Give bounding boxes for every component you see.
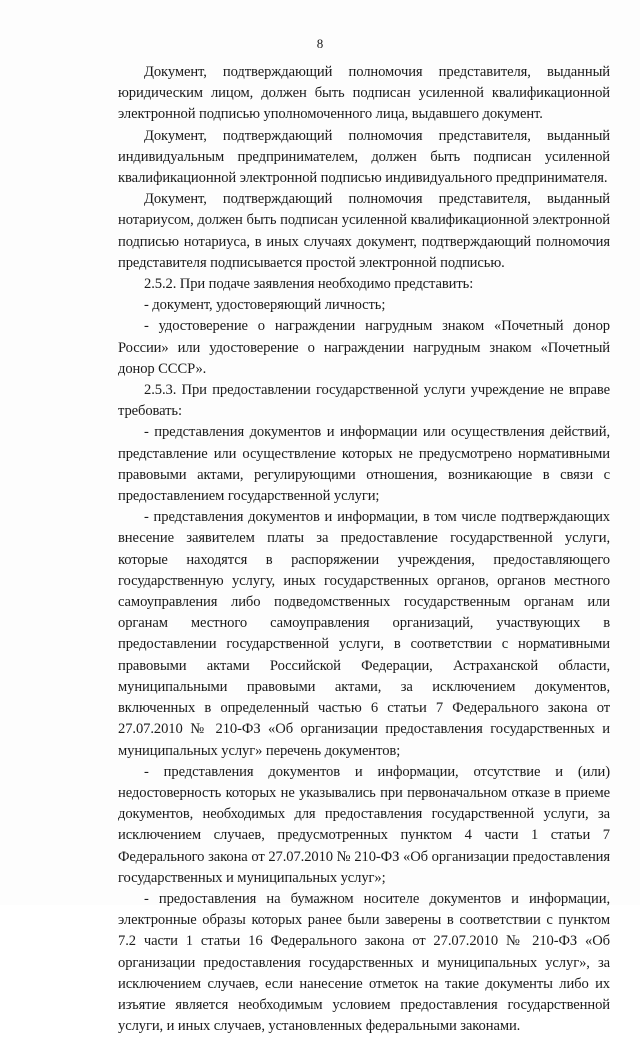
paragraph-representative-entrepreneur: Документ, подтверждающий полномочия представителя, выданный индивидуальным предпринимателем, должен быть подписан усиленной квалификационной электронной подписью индивидуального предпринимателя. — [118, 127, 610, 187]
list-item-not-required-paper-copies: - предоставления на бумажном носителе документов и информации, электронные образы которых ранее были заверены в соответствии с пунктом 7.2 части 1 статьи 16 Федерального закона от 27.07.2010 № 210-ФЗ «Об организации предоставления государственных и муниципальных услуг», за исключением случаев, если нанесение отметок на такие документы либо их изъятие является необходимым условием предоставления государственной услуги, и иных случаев, установленных федеральными законами. — [118, 890, 610, 1035]
list-item-identity-document: - документ, удостоверяющий личность; — [144, 297, 386, 314]
paragraph-representative-notary: Документ, подтверждающий полномочия представителя, выданный нотариусом, должен быть подписан усиленной квалификационной электронной подписью нотариуса, в иных случаях документ, подтверждающий полномочия представителя подписывается простой электронной подписью. — [118, 191, 610, 271]
list-item-donor-certificate: - удостоверение о награждении нагрудным знаком «Почетный донор России» или удостоверение о награждении нагрудным знаком «Почетный донор СССР». — [118, 318, 610, 377]
paragraph-representative-legal-entity: Документ, подтверждающий полномочия представителя, выданный юридическим лицом, должен быть подписан усиленной квалификационной электронной подписью уполномоченного лица, выдавшего документ. — [118, 64, 610, 123]
list-item-not-required-missing-info: - представления документов и информации, отсутствие и (или) недостоверность которых не указывались при первоначальном отказе в приеме документов, необходимых для предоставления государственной услуги, за исключением случаев, предусмотренных пунктом 4 части 1 статьи 7 Федерального закона от 27.07.2010 № 210-ФЗ «Об организации предоставления государственных и муниципальных услуг»; — [118, 763, 610, 886]
page-number: 8 — [316, 36, 324, 51]
list-item-not-required-documents: - представления документов и информации, в том числе подтверждающих внесение заявителем платы за предоставление государственной услуги, которые находятся в распоряжении учреждения, предоставляющего государственную услугу, иных государственных органов, органов местного самоуправления либо подведомственных государственным органам или органам местного самоуправления организаций, участвующих в предоставлении государственной услуги, в соответствии с нормативными правовыми актами Российской Федерации, Астраханской области, муниципальными правовыми актами, за исключением документов, включенных в определенный частью 6 статьи 7 Федерального закона от 27.07.2010 № 210-ФЗ «Об организации предоставления государственных и муниципальных услуг» перечень документов; — [118, 509, 610, 759]
paragraph-section-2-5-2: 2.5.2. При подаче заявления необходимо представить: — [144, 276, 474, 293]
paragraph-section-2-5-3: 2.5.3. При предоставлении государственной услуги учреждение не вправе требовать: — [118, 382, 610, 420]
document-body — [118, 62, 610, 1037]
list-item-not-required-actions: - представления документов и информации или осуществления действий, представление или осуществление которых не предусмотрено нормативными правовыми актами, регулирующими отношения, возникающие в связи с предоставлением государственной услуги; — [118, 424, 610, 505]
